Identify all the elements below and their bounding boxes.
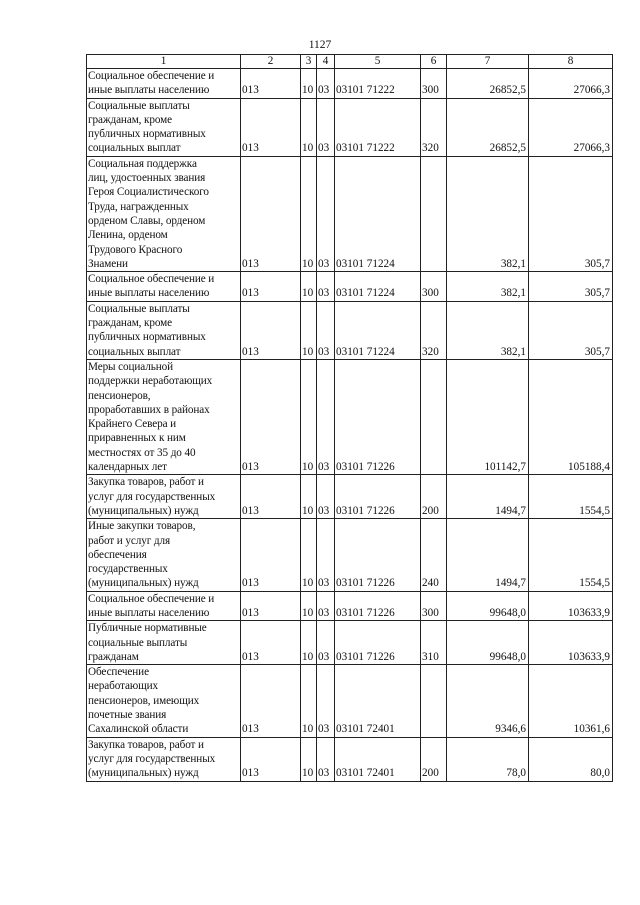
code-cell: 013 xyxy=(241,475,301,519)
amount-cell: 382,1 xyxy=(447,301,529,359)
amount-cell: 9346,6 xyxy=(447,665,529,737)
subsection-cell: 03 xyxy=(317,621,335,665)
table-header-row xyxy=(87,55,613,69)
subsection-cell: 03 xyxy=(317,737,335,781)
section-cell: 10 xyxy=(301,301,317,359)
amount-cell: 27066,3 xyxy=(529,69,613,99)
description-cell: Социальные выплаты гражданам, кроме публичных нормативных социальных выплат xyxy=(87,301,241,359)
expense-type-cell: 300 xyxy=(421,69,447,99)
section-cell: 10 xyxy=(301,591,317,621)
description-cell: Меры социальной поддержки неработающих пенсионеров, проработавших в районах Крайнего Севера и приравненных к ним местностях от 35 до 40 календарных лет xyxy=(87,359,241,474)
code-cell: 013 xyxy=(241,591,301,621)
code-cell: 013 xyxy=(241,98,301,156)
subsection-cell: 03 xyxy=(317,156,335,271)
table-row xyxy=(87,272,613,302)
code-cell: 013 xyxy=(241,301,301,359)
section-cell: 10 xyxy=(301,98,317,156)
code-cell: 013 xyxy=(241,737,301,781)
amount-cell: 80,0 xyxy=(529,737,613,781)
target-article-cell: 03101 71226 xyxy=(335,621,421,665)
amount-cell: 99648,0 xyxy=(447,591,529,621)
table-row xyxy=(87,475,613,519)
header-cell: 7 xyxy=(447,55,529,69)
section-cell: 10 xyxy=(301,475,317,519)
code-cell: 013 xyxy=(241,69,301,99)
section-cell: 10 xyxy=(301,621,317,665)
target-article-cell: 03101 72401 xyxy=(335,665,421,737)
amount-cell: 101142,7 xyxy=(447,359,529,474)
header-cell: 3 xyxy=(301,55,317,69)
amount-cell: 382,1 xyxy=(447,156,529,271)
amount-cell: 10361,6 xyxy=(529,665,613,737)
code-cell: 013 xyxy=(241,359,301,474)
header-cell: 8 xyxy=(529,55,613,69)
header-cell: 1 xyxy=(87,55,241,69)
section-cell: 10 xyxy=(301,737,317,781)
amount-cell: 99648,0 xyxy=(447,621,529,665)
target-article-cell: 03101 71222 xyxy=(335,69,421,99)
expense-type-cell: 200 xyxy=(421,475,447,519)
amount-cell: 1554,5 xyxy=(529,475,613,519)
budget-table xyxy=(86,54,613,782)
description-cell: Социальное обеспечение и иные выплаты населению xyxy=(87,69,241,99)
table-row xyxy=(87,591,613,621)
expense-type-cell: 320 xyxy=(421,301,447,359)
amount-cell: 305,7 xyxy=(529,301,613,359)
amount-cell: 105188,4 xyxy=(529,359,613,474)
amount-cell: 382,1 xyxy=(447,272,529,302)
subsection-cell: 03 xyxy=(317,591,335,621)
table-row xyxy=(87,737,613,781)
description-cell: Иные закупки товаров, работ и услуг для обеспечения государственных (муниципальных) нужд xyxy=(87,519,241,591)
amount-cell: 27066,3 xyxy=(529,98,613,156)
section-cell: 10 xyxy=(301,519,317,591)
expense-type-cell: 300 xyxy=(421,272,447,302)
subsection-cell: 03 xyxy=(317,665,335,737)
header-cell: 4 xyxy=(317,55,335,69)
amount-cell: 103633,9 xyxy=(529,621,613,665)
section-cell: 10 xyxy=(301,359,317,474)
amount-cell: 1494,7 xyxy=(447,519,529,591)
expense-type-cell xyxy=(421,156,447,271)
page-number: 1127 xyxy=(308,39,332,51)
table-row xyxy=(87,301,613,359)
expense-type-cell xyxy=(421,359,447,474)
table-row xyxy=(87,665,613,737)
target-article-cell: 03101 71226 xyxy=(335,591,421,621)
section-cell: 10 xyxy=(301,69,317,99)
subsection-cell: 03 xyxy=(317,98,335,156)
target-article-cell: 03101 72401 xyxy=(335,737,421,781)
subsection-cell: 03 xyxy=(317,475,335,519)
amount-cell: 305,7 xyxy=(529,272,613,302)
code-cell: 013 xyxy=(241,621,301,665)
description-cell: Социальное обеспечение и иные выплаты населению xyxy=(87,591,241,621)
target-article-cell: 03101 71224 xyxy=(335,156,421,271)
table-row xyxy=(87,156,613,271)
table-row xyxy=(87,98,613,156)
target-article-cell: 03101 71226 xyxy=(335,519,421,591)
header-cell: 5 xyxy=(335,55,421,69)
expense-type-cell: 310 xyxy=(421,621,447,665)
subsection-cell: 03 xyxy=(317,359,335,474)
description-cell: Социальное обеспечение и иные выплаты населению xyxy=(87,272,241,302)
description-cell: Социальная поддержка лиц, удостоенных звания Героя Социалистического Труда, награжденных орденом Славы, орденом Ленина, орденом Трудового Красного Знамени xyxy=(87,156,241,271)
amount-cell: 26852,5 xyxy=(447,98,529,156)
target-article-cell: 03101 71224 xyxy=(335,301,421,359)
code-cell: 013 xyxy=(241,665,301,737)
description-cell: Закупка товаров, работ и услуг для государственных (муниципальных) нужд xyxy=(87,737,241,781)
expense-type-cell: 200 xyxy=(421,737,447,781)
amount-cell: 78,0 xyxy=(447,737,529,781)
code-cell: 013 xyxy=(241,156,301,271)
description-cell: Социальные выплаты гражданам, кроме публичных нормативных социальных выплат xyxy=(87,98,241,156)
code-cell: 013 xyxy=(241,519,301,591)
target-article-cell: 03101 71226 xyxy=(335,359,421,474)
section-cell: 10 xyxy=(301,156,317,271)
description-cell: Обеспечение неработающих пенсионеров, имеющих почетные звания Сахалинской области xyxy=(87,665,241,737)
target-article-cell: 03101 71226 xyxy=(335,475,421,519)
expense-type-cell: 240 xyxy=(421,519,447,591)
description-cell: Публичные нормативные социальные выплаты гражданам xyxy=(87,621,241,665)
amount-cell: 103633,9 xyxy=(529,591,613,621)
header-cell: 6 xyxy=(421,55,447,69)
subsection-cell: 03 xyxy=(317,69,335,99)
subsection-cell: 03 xyxy=(317,272,335,302)
table-row xyxy=(87,621,613,665)
expense-type-cell xyxy=(421,665,447,737)
amount-cell: 1554,5 xyxy=(529,519,613,591)
table-row xyxy=(87,69,613,99)
subsection-cell: 03 xyxy=(317,519,335,591)
target-article-cell: 03101 71224 xyxy=(335,272,421,302)
description-cell: Закупка товаров, работ и услуг для государственных (муниципальных) нужд xyxy=(87,475,241,519)
table-row xyxy=(87,519,613,591)
header-cell: 2 xyxy=(241,55,301,69)
amount-cell: 26852,5 xyxy=(447,69,529,99)
subsection-cell: 03 xyxy=(317,301,335,359)
section-cell: 10 xyxy=(301,272,317,302)
expense-type-cell: 300 xyxy=(421,591,447,621)
amount-cell: 305,7 xyxy=(529,156,613,271)
code-cell: 013 xyxy=(241,272,301,302)
target-article-cell: 03101 71222 xyxy=(335,98,421,156)
amount-cell: 1494,7 xyxy=(447,475,529,519)
table-row xyxy=(87,359,613,474)
expense-type-cell: 320 xyxy=(421,98,447,156)
section-cell: 10 xyxy=(301,665,317,737)
